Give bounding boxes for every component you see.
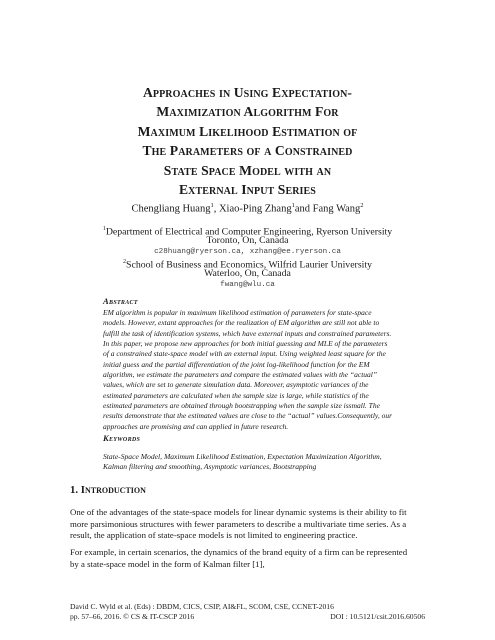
intro-paragraph-1 [70, 507, 425, 542]
abstract-line: estimated parameters are calculated when the sample size is large, while statistics of the [103, 390, 369, 400]
paper-title [90, 83, 405, 199]
title-line: Maximization Algorithm For [156, 104, 339, 120]
affiliation-1-line-2: Toronto, On, Canada [206, 235, 289, 246]
abstract-line: values, which are set to generate simulation data. Moreover, asymptotic variances of the [103, 380, 369, 390]
abstract-line: estimated parameters are obtained through bootstrapping when the sample size issmall. The [103, 401, 380, 411]
abstract-heading: Abstract [103, 296, 138, 306]
affiliation-2-line-2: Waterloo, On, Canada [204, 268, 291, 279]
title-line: External Input Series [179, 182, 316, 198]
author-list [0, 202, 495, 215]
abstract-line: of a constrained state-space model with an external input. Using weighted least square for the [103, 349, 386, 359]
abstract-line: results demonstrate that the estimated values are close to the “actual” values.Consequently, our [103, 411, 392, 421]
body-line: One of the advantages of the state-space models for linear dynamic systems is their ability to fit [70, 507, 407, 517]
title-line: State Space Model with an [163, 162, 332, 178]
abstract-line: algorithm, we estimate the parameters and compare the estimated values with the “actual” [103, 370, 378, 380]
page-footer [70, 602, 425, 622]
footer-pages: pp. 57–66, 2016. © CS & IT-CSCP 2016 [70, 612, 195, 621]
author-name: Chengliang Huang [131, 203, 211, 215]
title-line: Approaches in Using Expectation- [142, 85, 353, 100]
abstract-line: models. However, extant approaches for the realization of EM algorithm are still not able to [103, 318, 380, 328]
abstract-line: EM algorithm is popular in maximum likelihood estimation of parameters for state-space [103, 308, 372, 317]
intro-paragraph-2 [70, 547, 425, 570]
author-affiliation-mark: 1 [291, 202, 295, 209]
keywords-heading: Keywords [103, 433, 141, 443]
affiliation-text: School of Business and Economics, Wilfrid Laurier University [126, 259, 372, 271]
author-affiliation-mark: 1 [210, 202, 214, 209]
body-line: more parsimonious structures with fewer parameters to describe a multivariate time series. As a [70, 518, 407, 529]
keywords-body [103, 452, 403, 473]
email-1: c28huang@ryerson.ca, xzhang@ee.ryerson.ca [154, 248, 341, 256]
keywords-line: Kalman filtering and smoothing, Asymptotic variances, Bootstrapping [103, 462, 317, 472]
abstract-line: initial guess and the partial differentiation of the joint log-likelihood function for the EM [103, 359, 370, 369]
affiliation-text: Department of Electrical and Computer Engineering, Ryerson University [105, 226, 393, 238]
abstract-line: fulfill the task of identification systems, which have external inputs and constrained parameters. [103, 328, 392, 338]
email-2: fwang@wlu.ca [220, 281, 275, 289]
affiliation-mark: 2 [123, 259, 127, 265]
title-line: The Parameters of a Constrained [142, 143, 353, 159]
body-line: by a state-space model in the form of Kalman filter [1], [70, 558, 265, 569]
author-name: and Fang Wang [294, 203, 361, 215]
abstract-body [103, 308, 391, 432]
abstract-line: approaches are promising and can applied in future research. [103, 421, 289, 431]
body-line: result, the application of state-space models is not limited to engineering practice. [70, 530, 358, 541]
section-heading-introduction: 1. Introduction [70, 484, 146, 496]
keywords-line: State-Space Model, Maximum Likelihood Estimation, Expectation Maximization Algorithm, [103, 452, 382, 461]
body-line: For example, in certain scenarios, the dynamics of the brand equity of a firm can be represented [70, 547, 408, 557]
affiliation-mark: 1 [102, 226, 106, 232]
author-affiliation-mark: 2 [360, 202, 364, 209]
abstract-line: In this paper, we propose new approaches for both initial guessing and MLE of the parameters [103, 339, 388, 349]
footer-citation: David C. Wyld et al. (Eds) : DBDM, CICS, CSIP, AI&FL, SCOM, CSE, CCNET-2016 [70, 602, 334, 611]
footer-doi: DOI : 10.5121/csit.2016.60506 [330, 612, 425, 621]
title-line: Maximum Likelihood Estimation of [137, 123, 358, 139]
author-name: , Xiao-Ping Zhang [213, 203, 292, 215]
